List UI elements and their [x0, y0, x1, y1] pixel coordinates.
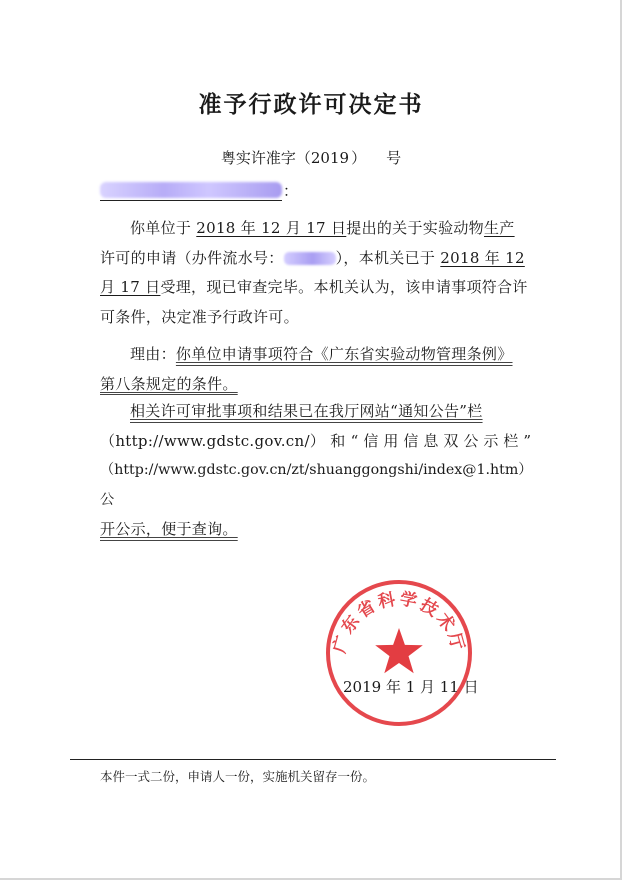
publication-line-1: 相关许可审批事项和结果已在我厅网站“通知公告”栏	[130, 402, 483, 420]
doc-number-label: 号	[386, 149, 402, 167]
official-seal-stamp	[322, 576, 476, 730]
document-number	[0, 147, 622, 168]
addressee	[100, 180, 299, 202]
paragraph-reason	[100, 340, 536, 399]
seal-star-icon	[375, 628, 423, 673]
paragraph-application: 你单位于 2018 年 12 月 17 日提出的关于实验动物生产 许可的申请（办件流水号： ），本机关已于 2018 年 12 月 17 日受理，现已审查完毕。本机关认为，该申请事项符合许可条件，决定准予行政许可。	[100, 219, 528, 326]
addressee-underline	[100, 200, 282, 201]
publication-tail: 开公示，便于查询。	[100, 520, 238, 538]
doc-number-year: 2019	[310, 149, 350, 167]
credit-column-name: “信用信息双公示栏”	[350, 431, 536, 450]
footer-note: 本件一式二份，申请人一份，实施机关留存一份。	[100, 769, 376, 784]
redacted-addressee	[100, 182, 282, 198]
production-word: 生产	[483, 219, 515, 237]
publication-line-2: （http://www.gdstc.gov.cn/） 和 “信用信息双公示栏”	[100, 427, 536, 457]
accept-date-part-2: 月 17 日	[100, 278, 161, 296]
issue-date: 2019 年 1 月 11 日	[343, 678, 479, 696]
reason-text-2: 第八条规定的条件。	[100, 374, 238, 393]
reason-text-1: 你单位申请事项符合《广东省实验动物管理条例》	[175, 345, 513, 363]
publication-line-3: （http://www.gdstc.gov.cn/zt/shuanggongshi/index@1.htm）公	[100, 462, 533, 508]
addressee-colon: ：	[283, 182, 299, 200]
redacted-serial-number	[284, 252, 336, 265]
doc-number-suffix: ）	[351, 149, 367, 167]
document-title: 准予行政许可决定书	[198, 92, 424, 118]
doc-number-prefix: 粤实许准字（	[220, 149, 311, 167]
paragraph-publication	[100, 397, 536, 545]
accept-date-part-1: 2018 年 12	[440, 248, 525, 267]
submit-date: 2018 年 12 月 17 日	[196, 219, 347, 237]
footer-divider	[70, 759, 556, 760]
credit-column-url: http://www.gdstc.gov.cn/zt/shuanggongshi/index@1.htm	[114, 462, 519, 478]
reason-label: 理由：	[130, 345, 176, 363]
seal-text: 广东省科学技术厅	[329, 589, 469, 656]
website-url: http://www.gdstc.gov.cn/	[115, 431, 310, 450]
